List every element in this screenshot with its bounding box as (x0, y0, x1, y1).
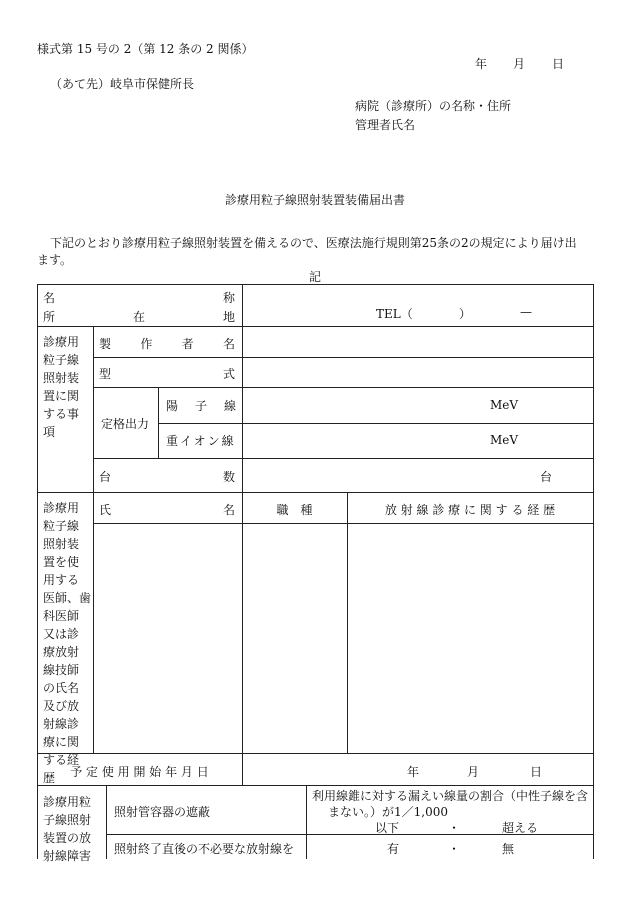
count-unit: 台 (540, 470, 553, 484)
yes-option: 有 (387, 842, 400, 856)
intro-line-1: 下記のとおり診療用粒子線照射装置を備えるので、医療法施行規則第25条の2の規定により届け出 (50, 236, 577, 250)
heavy-ion-label: 重イオン線 (166, 434, 236, 448)
staff-name-header: 氏 名 (99, 503, 235, 517)
start-date-label: 予 定 使 用 開 始 年 月 日 (70, 765, 209, 779)
name-row-label: 名 称 (43, 291, 235, 305)
count-label: 台 数 (99, 470, 235, 484)
exceed-option: 超える (502, 821, 539, 835)
manager-name: 管理者氏名 (355, 118, 416, 132)
staff-job-header: 職 種 (276, 503, 313, 517)
shielding-label: 照射管容器の遮蔽 (114, 805, 211, 819)
location-row-label: 所 在 地 (43, 310, 235, 324)
model-label: 型 式 (99, 367, 235, 381)
start-date-day: 日 (530, 765, 543, 779)
leakage-text-1: 利用線錐に対する漏えい線量の割合（中性子線を含 (312, 789, 589, 803)
heavy-ion-unit: MeV (490, 433, 519, 447)
date-year: 年 (475, 57, 488, 71)
tel-close: ） (459, 307, 472, 321)
section3-label: 診療用粒 子線照射 装置の放 射線障害 (43, 795, 92, 863)
date-month: 月 (513, 57, 526, 71)
section1-label: 診療用 粒子線 照射装 置に関 する事 項 (43, 335, 80, 439)
page-title: 診療用粒子線照射装置装備届出書 (224, 193, 405, 207)
option-separator-1: ・ (448, 821, 461, 835)
addressee: （あて先）岐阜市保健所長 (50, 77, 195, 91)
after-irradiation-label: 照射終了直後の不必要な放射線を (114, 842, 295, 856)
section2-label: 診療用 粒子線 照射装 置を使 用する 医師、歯 科医師 又は診 療放射 線技師 の氏名 及び放 射線診 療に関 する経 歴 (43, 501, 92, 785)
option-separator-2: ・ (448, 842, 461, 856)
proton-label: 陽 子 線 (166, 399, 236, 413)
staff-history-header: 放 射 線 診 療 に 関 す る 経 歴 (384, 503, 556, 517)
rated-output-label: 定格出力 (101, 417, 150, 431)
intro-line-2: ます。 (37, 253, 73, 267)
hospital-name-address: 病院（診療所）の名称・住所 (355, 99, 512, 113)
manufacturer-label: 製 作 者 名 (99, 337, 235, 351)
ki-label: 記 (308, 270, 321, 284)
proton-unit: MeV (490, 398, 519, 412)
no-option: 無 (502, 842, 515, 856)
date-day: 日 (552, 57, 565, 71)
start-date-year: 年 (407, 765, 420, 779)
form-number: 様式第 15 号の 2（第 12 条の 2 関係） (37, 42, 254, 56)
tel-label: TEL（ (376, 307, 413, 321)
leakage-text-2: まない。）が1／1,000 (328, 805, 448, 819)
below-option: 以下 (375, 821, 400, 835)
start-date-month: 月 (467, 765, 480, 779)
tel-dash: — (520, 305, 532, 319)
